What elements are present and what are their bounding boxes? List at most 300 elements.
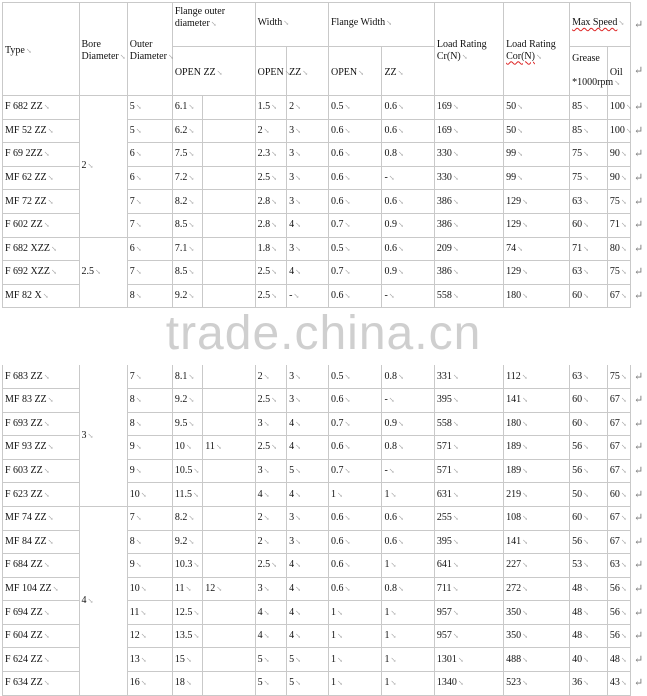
cell-outer: 7↘ (127, 506, 172, 530)
return-mark-icon: ↵ (634, 266, 644, 279)
cell-flange-open: 18↘ (172, 672, 202, 696)
cell-type: MF 93 ZZ↘ (3, 436, 80, 460)
cell-width-zz: 4↘ (287, 261, 329, 285)
return-mark-icon: ↵ (634, 65, 644, 77)
cell-flange-zz (203, 284, 255, 308)
cell-load-cor: 112↘ (504, 365, 570, 389)
cell-width-open: 2↘ (255, 506, 286, 530)
cell-width-open: 1.8↘ (255, 237, 286, 261)
cell-flange-open: 9.5↘ (172, 412, 202, 436)
cell-load-cr: 641↘ (434, 554, 503, 578)
cell-flange-width-zz: 1↘ (382, 601, 434, 625)
cell-flange-width-zz: 1↘ (382, 624, 434, 648)
cell-load-cr: 395↘ (434, 530, 503, 554)
cell-outer: 10↘ (127, 483, 172, 507)
cell-flange-open: 11↘ (172, 577, 202, 601)
cell-type: F 624 ZZ↘ (3, 648, 80, 672)
cell-width-zz: 3↘ (287, 143, 329, 167)
cell-type: F 604 ZZ↘ (3, 624, 80, 648)
cell-width-open: 3↘ (255, 412, 286, 436)
table-row (3, 506, 631, 530)
cell-speed-oil: 48↘ (607, 648, 630, 672)
cell-speed-oil: 56↘ (607, 624, 630, 648)
cell-speed-oil: 67↘ (607, 436, 630, 460)
cell-flange-width-zz: 0.6↘ (382, 506, 434, 530)
cell-flange-width-open: 1↘ (329, 483, 382, 507)
cell-flange-open: 15↘ (172, 648, 202, 672)
cell-load-cr: 169↘ (434, 96, 503, 120)
cell-load-cr: 330↘ (434, 166, 503, 190)
cell-bore-group: 2.5↘ (79, 237, 127, 308)
cell-speed-grease: 36↘ (570, 672, 608, 696)
cell-speed-grease: 63↘ (570, 365, 608, 389)
cell-speed-oil: 67↘ (607, 388, 630, 412)
cell-load-cr: 386↘ (434, 261, 503, 285)
cell-width-open: 5↘ (255, 672, 286, 696)
cell-type: F 682 XZZ↘ (3, 237, 80, 261)
cell-load-cor: 180↘ (504, 284, 570, 308)
return-mark-icon: ↵ (634, 465, 644, 478)
cell-flange-open: 8.1↘ (172, 365, 202, 389)
cell-load-cr: 255↘ (434, 506, 503, 530)
cell-load-cor: 219↘ (504, 483, 570, 507)
cell-load-cr: 957↘ (434, 601, 503, 625)
cell-load-cr: 957↘ (434, 624, 503, 648)
cell-flange-width-zz: 0.9↘ (382, 412, 434, 436)
cell-load-cor: 99↘ (504, 166, 570, 190)
cell-outer: 6↘ (127, 237, 172, 261)
cell-width-zz: 3↘ (287, 237, 329, 261)
cell-flange-zz (203, 530, 255, 554)
cell-flange-open: 7.5↘ (172, 143, 202, 167)
cell-width-zz: 4↘ (287, 624, 329, 648)
return-mark-icon: ↵ (634, 148, 644, 161)
cell-bore-group: 2↘ (79, 96, 127, 238)
cell-outer: 13↘ (127, 648, 172, 672)
cell-outer: 8↘ (127, 530, 172, 554)
cell-flange-width-zz: -↘ (382, 459, 434, 483)
cell-flange-zz (203, 648, 255, 672)
cell-speed-oil: 67↘ (607, 530, 630, 554)
cell-load-cr: 1301↘ (434, 648, 503, 672)
cell-width-zz: 3↘ (287, 365, 329, 389)
cell-outer: 7↘ (127, 190, 172, 214)
return-mark-icon: ↵ (634, 535, 644, 548)
cell-speed-oil: 100↘ (607, 119, 630, 143)
return-mark-icon: ↵ (634, 630, 644, 643)
cell-outer: 7↘ (127, 261, 172, 285)
cell-speed-grease: 56↘ (570, 530, 608, 554)
cell-speed-grease: 48↘ (570, 601, 608, 625)
cell-speed-grease: 60↘ (570, 506, 608, 530)
cell-width-open: 2.5↘ (255, 284, 286, 308)
cell-width-zz: 4↘ (287, 213, 329, 237)
cell-speed-oil: 100↘ (607, 96, 630, 120)
cell-speed-grease: 60↘ (570, 412, 608, 436)
cell-speed-oil: 56↘ (607, 601, 630, 625)
cell-speed-grease: 56↘ (570, 459, 608, 483)
cell-width-zz: 3↘ (287, 190, 329, 214)
cell-flange-width-open: 1↘ (329, 601, 382, 625)
cell-load-cor: 189↘ (504, 459, 570, 483)
cell-flange-open: 8.2↘ (172, 506, 202, 530)
cell-type: F 603 ZZ↘ (3, 459, 80, 483)
header-row-1 (3, 3, 631, 47)
cell-width-zz: 3↘ (287, 506, 329, 530)
cell-load-cor: 129↘ (504, 213, 570, 237)
cell-load-cor: 108↘ (504, 506, 570, 530)
cell-outer: 6↘ (127, 166, 172, 190)
cell-load-cr: 1340↘ (434, 672, 503, 696)
cell-width-open: 1.5↘ (255, 96, 286, 120)
cell-speed-grease: 75↘ (570, 166, 608, 190)
cell-width-open: 2.5↘ (255, 166, 286, 190)
cell-width-open: 2.5↘ (255, 436, 286, 460)
cell-type: MF 82 X↘ (3, 284, 80, 308)
cell-load-cor: 272↘ (504, 577, 570, 601)
return-mark-icon: ↵ (634, 653, 644, 666)
cell-speed-grease: 60↘ (570, 284, 608, 308)
table-row (3, 237, 631, 261)
col-header-load-cor: Load Rating Cor(N)↘ (504, 3, 570, 96)
cell-flange-width-zz: 0.6↘ (382, 530, 434, 554)
cell-flange-zz: 12↘ (203, 577, 255, 601)
col-header-flange-outer: Flange outer diameter↘ (172, 3, 255, 47)
cell-load-cor: 99↘ (504, 143, 570, 167)
cell-flange-width-open: 0.6↘ (329, 166, 382, 190)
cell-load-cor: 488↘ (504, 648, 570, 672)
cell-flange-zz (203, 96, 255, 120)
cell-flange-open: 6.1↘ (172, 96, 202, 120)
cell-flange-open: 11.5↘ (172, 483, 202, 507)
cell-width-zz: 3↘ (287, 166, 329, 190)
cell-flange-zz (203, 388, 255, 412)
cell-outer: 5↘ (127, 119, 172, 143)
cell-width-zz: -↘ (287, 284, 329, 308)
cell-width-open: 2.5↘ (255, 554, 286, 578)
cell-flange-zz (203, 554, 255, 578)
return-mark-icon: ↵ (634, 582, 644, 595)
cell-flange-width-open: 0.6↘ (329, 506, 382, 530)
cell-load-cor: 180↘ (504, 412, 570, 436)
cell-load-cr: 558↘ (434, 412, 503, 436)
cell-speed-oil: 60↘ (607, 483, 630, 507)
cell-speed-oil: 71↘ (607, 213, 630, 237)
cell-outer: 9↘ (127, 554, 172, 578)
cell-outer: 6↘ (127, 143, 172, 167)
cell-width-open: 2.3↘ (255, 143, 286, 167)
cell-width-open: 2↘ (255, 365, 286, 389)
cell-speed-oil: 67↘ (607, 284, 630, 308)
cell-flange-width-open: 0.7↘ (329, 261, 382, 285)
cell-load-cr: 331↘ (434, 365, 503, 389)
cell-bore-group: 3↘ (79, 365, 127, 507)
watermark: trade.china.cn (165, 307, 482, 360)
cell-type: MF 83 ZZ↘ (3, 388, 80, 412)
return-mark-icon: ↵ (634, 242, 644, 255)
col-header-width-open: OPEN↘ (255, 47, 286, 96)
cell-flange-width-open: 0.6↘ (329, 143, 382, 167)
cell-load-cor: 227↘ (504, 554, 570, 578)
cell-load-cor: 129↘ (504, 261, 570, 285)
col-header-flange-width-open: OPEN↘ (329, 47, 382, 96)
cell-flange-zz (203, 672, 255, 696)
cell-flange-open: 8.5↘ (172, 261, 202, 285)
cell-flange-width-zz: 0.8↘ (382, 577, 434, 601)
cell-load-cr: 571↘ (434, 436, 503, 460)
cell-type: MF 74 ZZ↘ (3, 506, 80, 530)
cell-outer: 7↘ (127, 365, 172, 389)
cell-flange-open: 12.5↘ (172, 601, 202, 625)
cell-outer: 10↘ (127, 577, 172, 601)
cell-width-zz: 4↘ (287, 412, 329, 436)
cell-type: F 694 ZZ↘ (3, 601, 80, 625)
cell-speed-oil: 80↘ (607, 237, 630, 261)
cell-flange-zz (203, 143, 255, 167)
cell-width-open: 2.8↘ (255, 190, 286, 214)
cell-flange-width-open: 0.5↘ (329, 237, 382, 261)
cell-type: MF 72 ZZ↘ (3, 190, 80, 214)
table-row (3, 96, 631, 120)
cell-width-open: 2↘ (255, 119, 286, 143)
cell-flange-width-zz: 0.8↘ (382, 436, 434, 460)
cell-width-zz: 4↘ (287, 436, 329, 460)
cell-speed-grease: 75↘ (570, 143, 608, 167)
cell-flange-width-zz: 0.9↘ (382, 213, 434, 237)
cell-flange-width-zz: 1↘ (382, 483, 434, 507)
cell-flange-zz (203, 213, 255, 237)
table-row (3, 365, 631, 389)
table-row-gap (3, 308, 631, 365)
cell-flange-width-open: 0.7↘ (329, 412, 382, 436)
cell-speed-oil: 67↘ (607, 459, 630, 483)
cell-flange-width-open: 0.6↘ (329, 554, 382, 578)
cell-flange-zz: 11↘ (203, 436, 255, 460)
cell-load-cor: 523↘ (504, 672, 570, 696)
return-mark-icon: ↵ (634, 195, 644, 208)
cell-load-cor: 350↘ (504, 601, 570, 625)
return-mark-icon: ↵ (634, 606, 644, 619)
cell-width-open: 5↘ (255, 648, 286, 672)
cell-load-cr: 571↘ (434, 459, 503, 483)
return-mark-icon: ↵ (634, 417, 644, 430)
cell-load-cor: 74↘ (504, 237, 570, 261)
cell-flange-width-open: 0.6↘ (329, 119, 382, 143)
cell-load-cr: 558↘ (434, 284, 503, 308)
cell-width-open: 2↘ (255, 530, 286, 554)
cell-load-cr: 386↘ (434, 190, 503, 214)
col-header-type: Type↘ (3, 3, 80, 96)
cell-flange-open: 8.5↘ (172, 213, 202, 237)
return-mark-icon: ↵ (634, 512, 644, 525)
cell-flange-zz (203, 412, 255, 436)
cell-speed-grease: 63↘ (570, 261, 608, 285)
cell-speed-grease: 53↘ (570, 554, 608, 578)
cell-width-zz: 3↘ (287, 119, 329, 143)
cell-speed-grease: 85↘ (570, 119, 608, 143)
cell-flange-width-zz: 1↘ (382, 554, 434, 578)
cell-flange-open: 9.2↘ (172, 284, 202, 308)
cell-load-cor: 129↘ (504, 190, 570, 214)
cell-width-open: 3↘ (255, 459, 286, 483)
cell-flange-width-zz: -↘ (382, 284, 434, 308)
cell-flange-width-open: 1↘ (329, 624, 382, 648)
cell-speed-oil: 43↘ (607, 672, 630, 696)
cell-flange-open: 8.2↘ (172, 190, 202, 214)
cell-outer: 5↘ (127, 96, 172, 120)
cell-flange-zz (203, 365, 255, 389)
cell-load-cr: 631↘ (434, 483, 503, 507)
cell-flange-width-open: 0.6↘ (329, 577, 382, 601)
cell-load-cor: 141↘ (504, 388, 570, 412)
cell-speed-oil: 67↘ (607, 506, 630, 530)
cell-width-open: 2.8↘ (255, 213, 286, 237)
cell-load-cor: 189↘ (504, 436, 570, 460)
cell-outer: 8↘ (127, 388, 172, 412)
cell-outer: 11↘ (127, 601, 172, 625)
cell-load-cr: 169↘ (434, 119, 503, 143)
cell-type: F 684 ZZ↘ (3, 554, 80, 578)
col-header-flange-width: Flange Width↘ (329, 3, 435, 47)
return-mark-icon: ↵ (634, 101, 644, 114)
col-header-load-cr: Load Rating Cr(N)↘ (434, 3, 503, 96)
cell-flange-width-zz: -↘ (382, 388, 434, 412)
cell-flange-width-zz: 0.6↘ (382, 190, 434, 214)
cell-speed-oil: 75↘ (607, 261, 630, 285)
cell-width-zz: 3↘ (287, 388, 329, 412)
cell-width-zz: 3↘ (287, 530, 329, 554)
cell-speed-grease: 85↘ (570, 96, 608, 120)
return-mark-icon: ↵ (634, 394, 644, 407)
cell-type: F 692 XZZ↘ (3, 261, 80, 285)
cell-flange-width-open: 0.7↘ (329, 213, 382, 237)
cell-speed-oil: 67↘ (607, 412, 630, 436)
col-header-speed-units: Grease *1000rpm↘ (570, 47, 608, 96)
cell-flange-open: 10↘ (172, 436, 202, 460)
cell-speed-oil: 90↘ (607, 143, 630, 167)
cell-type: F 682 ZZ↘ (3, 96, 80, 120)
cell-outer: 8↘ (127, 284, 172, 308)
cell-speed-oil: 63↘ (607, 554, 630, 578)
cell-load-cr: 395↘ (434, 388, 503, 412)
cell-speed-grease: 60↘ (570, 213, 608, 237)
cell-outer: 9↘ (127, 459, 172, 483)
cell-flange-width-open: 0.6↘ (329, 530, 382, 554)
col-header-max-speed: Max Speed↘ (570, 3, 631, 47)
cell-speed-oil: 56↘ (607, 577, 630, 601)
cell-type: F 602 ZZ↘ (3, 213, 80, 237)
cell-flange-width-zz: 0.8↘ (382, 365, 434, 389)
cell-width-open: 4↘ (255, 601, 286, 625)
return-mark-icon: ↵ (634, 370, 644, 383)
cell-load-cor: 50↘ (504, 119, 570, 143)
cell-flange-width-zz: 1↘ (382, 672, 434, 696)
cell-flange-width-zz: -↘ (382, 166, 434, 190)
cell-flange-zz (203, 601, 255, 625)
cell-load-cor: 141↘ (504, 530, 570, 554)
cell-outer: 7↘ (127, 213, 172, 237)
cell-speed-oil: 75↘ (607, 190, 630, 214)
bearing-spec-table (2, 2, 631, 696)
cell-flange-width-zz: 0.9↘ (382, 261, 434, 285)
cell-flange-width-open: 1↘ (329, 672, 382, 696)
cell-speed-grease: 48↘ (570, 577, 608, 601)
cell-flange-width-open: 0.6↘ (329, 284, 382, 308)
cell-width-open: 3↘ (255, 577, 286, 601)
return-mark-icon: ↵ (634, 219, 644, 232)
cell-width-zz: 4↘ (287, 483, 329, 507)
return-mark-icon: ↵ (634, 488, 644, 501)
cell-width-open: 2.5↘ (255, 388, 286, 412)
col-header-flange-open-zz: OPEN ZZ↘ (172, 47, 255, 96)
col-header-bore: Bore Diameter↘ (79, 3, 127, 96)
return-mark-icon: ↵ (634, 172, 644, 185)
cell-width-zz: 4↘ (287, 554, 329, 578)
cell-speed-grease: 56↘ (570, 436, 608, 460)
cell-speed-grease: 40↘ (570, 648, 608, 672)
cell-flange-width-open: 0.6↘ (329, 190, 382, 214)
return-mark-icon: ↵ (634, 124, 644, 137)
cell-flange-zz (203, 237, 255, 261)
cell-type: F 634 ZZ↘ (3, 672, 80, 696)
cell-width-open: 2.5↘ (255, 261, 286, 285)
cell-flange-open: 7.1↘ (172, 237, 202, 261)
cell-outer: 12↘ (127, 624, 172, 648)
cell-load-cor: 50↘ (504, 96, 570, 120)
cell-flange-open: 10.5↘ (172, 459, 202, 483)
cell-width-zz: 4↘ (287, 601, 329, 625)
cell-outer: 16↘ (127, 672, 172, 696)
cell-type: MF 104 ZZ↘ (3, 577, 80, 601)
cell-type: MF 62 ZZ↘ (3, 166, 80, 190)
col-header-outer: Outer Diameter↘ (127, 3, 172, 96)
cell-type: F 693 ZZ↘ (3, 412, 80, 436)
cell-type: F 69 2ZZ↘ (3, 143, 80, 167)
cell-flange-zz (203, 459, 255, 483)
cell-flange-open: 6.2↘ (172, 119, 202, 143)
cell-speed-oil: 75↘ (607, 365, 630, 389)
cell-load-cor: 350↘ (504, 624, 570, 648)
cell-flange-open: 7.2↘ (172, 166, 202, 190)
cell-flange-width-zz: 1↘ (382, 648, 434, 672)
cell-type: F 623 ZZ↘ (3, 483, 80, 507)
cell-flange-zz (203, 624, 255, 648)
cell-flange-zz (203, 483, 255, 507)
col-header-oil: Oil (607, 47, 630, 96)
cell-type: F 683 ZZ↘ (3, 365, 80, 389)
cell-flange-width-open: 0.5↘ (329, 365, 382, 389)
cell-flange-width-zz: 0.6↘ (382, 119, 434, 143)
cell-flange-width-open: 1↘ (329, 648, 382, 672)
col-header-width: Width↘ (255, 3, 328, 47)
cell-speed-oil: 90↘ (607, 166, 630, 190)
cell-load-cr: 386↘ (434, 213, 503, 237)
cell-width-zz: 5↘ (287, 648, 329, 672)
cell-width-open: 4↘ (255, 624, 286, 648)
cell-width-open: 4↘ (255, 483, 286, 507)
return-mark-icon: ↵ (634, 559, 644, 572)
cell-flange-zz (203, 190, 255, 214)
cell-flange-width-open: 0.6↘ (329, 388, 382, 412)
cell-width-zz: 4↘ (287, 577, 329, 601)
col-header-width-zz: ZZ↘ (287, 47, 329, 96)
cell-flange-open: 9.2↘ (172, 530, 202, 554)
cell-flange-zz (203, 261, 255, 285)
cell-width-zz: 2↘ (287, 96, 329, 120)
cell-outer: 8↘ (127, 412, 172, 436)
return-mark-icon: ↵ (634, 441, 644, 454)
cell-load-cr: 711↘ (434, 577, 503, 601)
